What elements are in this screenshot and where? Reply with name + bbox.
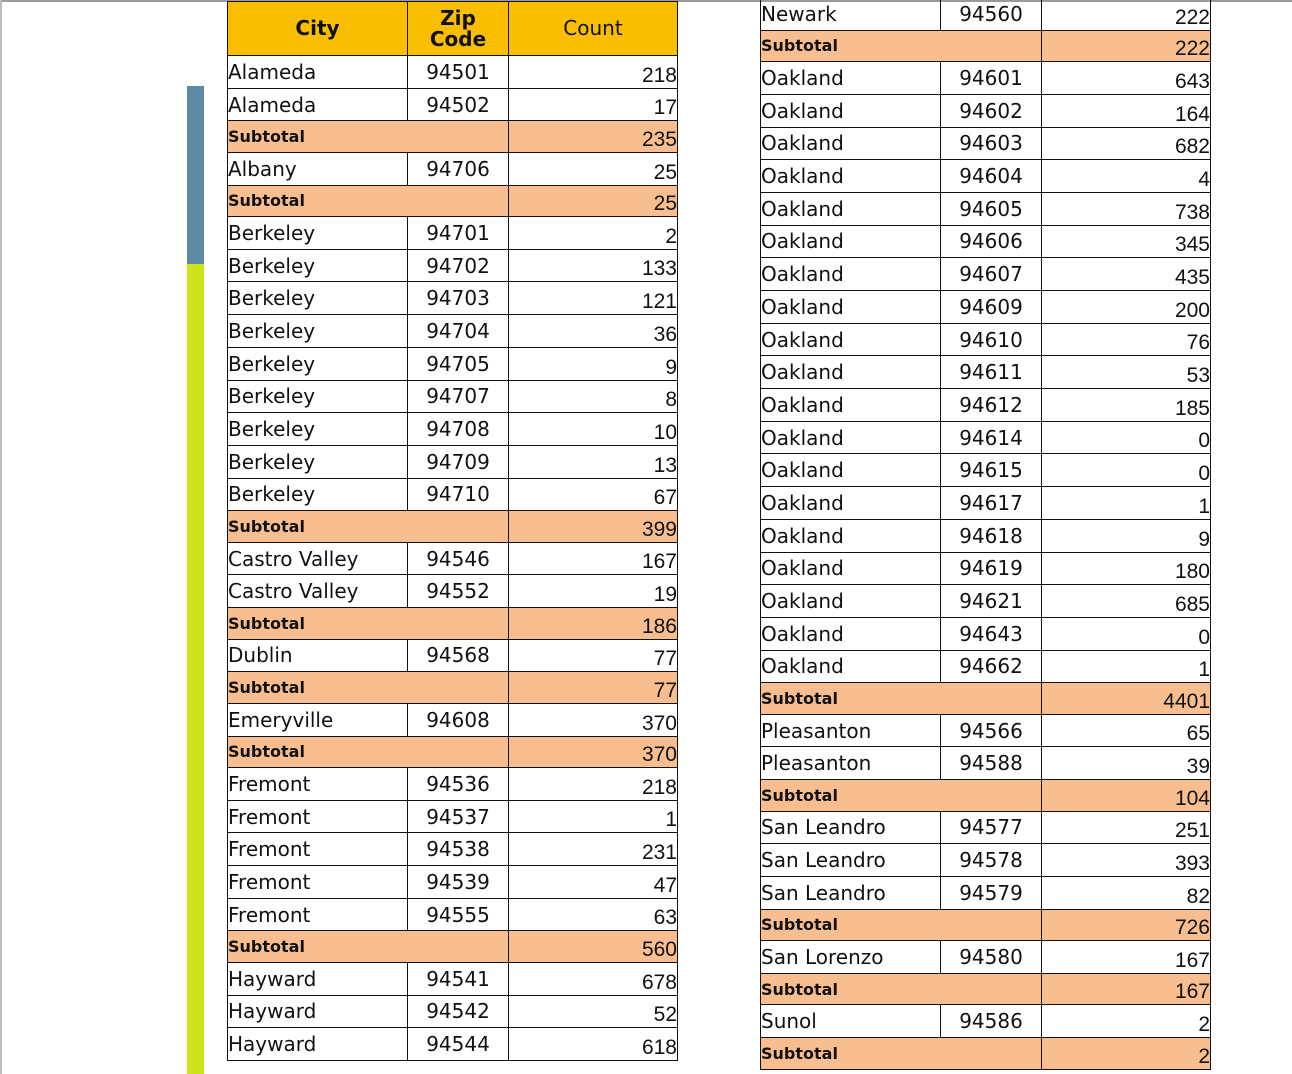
count-cell: 25 (509, 152, 678, 185)
zip-cell: 94707 (408, 380, 509, 413)
city-cell: Oakland (761, 552, 941, 585)
count-cell: 17 (509, 88, 678, 121)
table-row (761, 389, 1211, 422)
count-cell: 685 (1042, 585, 1211, 618)
count-cell: 52 (509, 995, 678, 1028)
count-cell: 643 (1042, 62, 1211, 95)
count-cell: 10 (509, 413, 678, 446)
zip-cell: 94618 (941, 519, 1042, 552)
table-row (761, 192, 1211, 225)
city-cell: Sunol (761, 1005, 941, 1038)
zip-cell: 94538 (408, 833, 509, 866)
city-cell: San Leandro (761, 811, 941, 844)
table-row (761, 0, 1211, 30)
city-cell: Berkeley (228, 315, 408, 348)
table-row (228, 703, 678, 736)
count-cell: 36 (509, 315, 678, 348)
zip-cell: 94578 (941, 844, 1042, 877)
zip-cell: 94705 (408, 347, 509, 380)
table-row (228, 575, 678, 608)
zip-cell: 94643 (941, 617, 1042, 650)
subtotal-row (761, 973, 1211, 1005)
zip-cell: 94560 (941, 0, 1042, 30)
city-cell: Oakland (761, 62, 941, 95)
header-zip-line1: Zip (440, 5, 476, 30)
zip-cell: 94703 (408, 282, 509, 315)
subtotal-row (228, 185, 678, 217)
count-cell: 222 (1042, 0, 1211, 30)
count-cell: 47 (509, 866, 678, 899)
count-cell: 678 (509, 962, 678, 995)
table-row (761, 585, 1211, 618)
subtotal-row (761, 780, 1211, 812)
header-count: Count (509, 2, 678, 56)
count-cell: 164 (1042, 94, 1211, 127)
table-row (228, 995, 678, 1028)
zip-cell: 94588 (941, 747, 1042, 780)
table-row (761, 714, 1211, 747)
zip-cell: 94607 (941, 258, 1042, 291)
city-cell: Oakland (761, 258, 941, 291)
subtotal-label: Subtotal (228, 185, 509, 217)
subtotal-label: Subtotal (228, 736, 509, 768)
count-cell: 0 (1042, 454, 1211, 487)
subtotal-label: Subtotal (761, 909, 1042, 941)
zip-cell: 94603 (941, 127, 1042, 160)
table-row (761, 421, 1211, 454)
city-cell: Berkeley (228, 249, 408, 282)
count-cell: 167 (509, 542, 678, 575)
city-cell: Berkeley (228, 282, 408, 315)
city-cell: Albany (228, 152, 408, 185)
count-cell: 682 (1042, 127, 1211, 160)
zip-cell: 94580 (941, 941, 1042, 974)
subtotal-count: 4401 (1042, 683, 1211, 715)
table-row (228, 413, 678, 446)
zip-cell: 94709 (408, 445, 509, 478)
subtotal-label: Subtotal (228, 608, 509, 640)
table-row (761, 487, 1211, 520)
table-row (228, 315, 678, 348)
table-row (761, 323, 1211, 356)
city-cell: Oakland (761, 650, 941, 683)
city-cell: Hayward (228, 995, 408, 1028)
city-cell: Oakland (761, 617, 941, 650)
table-row (228, 800, 678, 833)
zip-cell: 94612 (941, 389, 1042, 422)
count-cell: 231 (509, 833, 678, 866)
count-cell: 133 (509, 249, 678, 282)
count-cell: 13 (509, 445, 678, 478)
subtotal-row (761, 30, 1211, 62)
subtotal-row (228, 736, 678, 768)
count-cell: 251 (1042, 811, 1211, 844)
zip-cell: 94701 (408, 217, 509, 250)
table-row (761, 454, 1211, 487)
zip-cell: 94568 (408, 639, 509, 672)
city-cell: San Lorenzo (761, 941, 941, 974)
count-cell: 167 (1042, 941, 1211, 974)
subtotal-count: 167 (1042, 973, 1211, 1005)
count-cell: 67 (509, 478, 678, 511)
count-cell: 82 (1042, 877, 1211, 910)
table-row (761, 62, 1211, 95)
city-cell: Oakland (761, 127, 941, 160)
city-cell: Fremont (228, 768, 408, 801)
zip-cell: 94536 (408, 768, 509, 801)
city-cell: Berkeley (228, 445, 408, 478)
zip-cell: 94579 (941, 877, 1042, 910)
city-cell: Newark (761, 0, 941, 30)
zip-cell: 94608 (408, 703, 509, 736)
count-cell: 65 (1042, 714, 1211, 747)
table-row (228, 1028, 678, 1061)
city-cell: Oakland (761, 487, 941, 520)
zip-cell: 94501 (408, 56, 509, 89)
subtotal-count: 104 (1042, 780, 1211, 812)
count-cell: 2 (509, 217, 678, 250)
city-cell: Oakland (761, 192, 941, 225)
table-row (228, 962, 678, 995)
header-zip-line2: Code (429, 26, 487, 51)
city-cell: Berkeley (228, 380, 408, 413)
city-cell: Fremont (228, 866, 408, 899)
zip-cell: 94566 (941, 714, 1042, 747)
city-cell: Castro Valley (228, 575, 408, 608)
subtotal-label: Subtotal (228, 511, 509, 543)
table-row (228, 249, 678, 282)
city-cell: Berkeley (228, 347, 408, 380)
zip-cell: 94621 (941, 585, 1042, 618)
count-cell: 9 (1042, 519, 1211, 552)
count-cell: 121 (509, 282, 678, 315)
city-cell: Hayward (228, 1028, 408, 1061)
zip-cell: 94619 (941, 552, 1042, 585)
subtotal-count: 77 (509, 672, 678, 704)
subtotal-row (228, 121, 678, 153)
city-cell: Oakland (761, 160, 941, 193)
zip-cell: 94606 (941, 225, 1042, 258)
subtotal-label: Subtotal (761, 30, 1042, 62)
page-left-border (0, 0, 2, 1074)
table-row (228, 542, 678, 575)
subtotal-label: Subtotal (761, 683, 1042, 715)
zip-cell: 94602 (941, 94, 1042, 127)
zip-cell: 94601 (941, 62, 1042, 95)
city-cell: Oakland (761, 94, 941, 127)
subtotal-count: 235 (509, 121, 678, 153)
subtotal-count: 726 (1042, 909, 1211, 941)
table-row (228, 478, 678, 511)
count-cell: 370 (509, 703, 678, 736)
table-row (228, 152, 678, 185)
subtotal-row (761, 1038, 1211, 1070)
count-cell: 618 (509, 1028, 678, 1061)
table-header-row (228, 2, 678, 56)
table-row (761, 811, 1211, 844)
subtotal-count: 25 (509, 185, 678, 217)
table-row (761, 747, 1211, 780)
table-row (761, 127, 1211, 160)
count-cell: 1 (1042, 487, 1211, 520)
table-row (228, 445, 678, 478)
city-cell: Oakland (761, 519, 941, 552)
city-cell: Emeryville (228, 703, 408, 736)
city-cell: Pleasanton (761, 747, 941, 780)
city-cell: Berkeley (228, 478, 408, 511)
table-row (761, 877, 1211, 910)
city-cell: Pleasanton (761, 714, 941, 747)
city-cell: Oakland (761, 291, 941, 324)
zip-cell: 94611 (941, 356, 1042, 389)
subtotal-row (228, 608, 678, 640)
table-row (761, 552, 1211, 585)
count-cell: 393 (1042, 844, 1211, 877)
count-cell: 4 (1042, 160, 1211, 193)
zip-count-table-right (760, 0, 1211, 1070)
subtotal-label: Subtotal (228, 121, 509, 153)
table-row (761, 941, 1211, 974)
header-city: City (228, 2, 408, 56)
side-bar-lime (187, 264, 204, 1074)
city-cell: Dublin (228, 639, 408, 672)
table-row (761, 844, 1211, 877)
count-cell: 39 (1042, 747, 1211, 780)
table-row (761, 291, 1211, 324)
zip-cell: 94539 (408, 866, 509, 899)
count-cell: 1 (1042, 650, 1211, 683)
table-row (761, 650, 1211, 683)
count-cell: 77 (509, 639, 678, 672)
subtotal-label: Subtotal (761, 1038, 1042, 1070)
table-row (228, 88, 678, 121)
zip-cell: 94615 (941, 454, 1042, 487)
subtotal-label: Subtotal (761, 973, 1042, 1005)
zip-cell: 94617 (941, 487, 1042, 520)
zip-cell: 94704 (408, 315, 509, 348)
city-cell: Oakland (761, 356, 941, 389)
header-zip-code (408, 2, 509, 56)
table-row (761, 1005, 1211, 1038)
city-cell: San Leandro (761, 844, 941, 877)
city-cell: Fremont (228, 898, 408, 931)
subtotal-row (228, 931, 678, 963)
table-row (761, 519, 1211, 552)
zip-cell: 94586 (941, 1005, 1042, 1038)
count-cell: 8 (509, 380, 678, 413)
count-cell: 435 (1042, 258, 1211, 291)
zip-cell: 94706 (408, 152, 509, 185)
zip-cell: 94708 (408, 413, 509, 446)
city-cell: Berkeley (228, 413, 408, 446)
zip-cell: 94605 (941, 192, 1042, 225)
table-row (228, 833, 678, 866)
zip-cell: 94537 (408, 800, 509, 833)
subtotal-count: 186 (509, 608, 678, 640)
table-row (228, 866, 678, 899)
count-cell: 19 (509, 575, 678, 608)
table-row (761, 258, 1211, 291)
count-cell: 53 (1042, 356, 1211, 389)
count-cell: 180 (1042, 552, 1211, 585)
table-row (761, 225, 1211, 258)
subtotal-label: Subtotal (228, 672, 509, 704)
count-cell: 185 (1042, 389, 1211, 422)
count-cell: 1 (509, 800, 678, 833)
city-cell: Hayward (228, 962, 408, 995)
count-cell: 0 (1042, 617, 1211, 650)
city-cell: Alameda (228, 88, 408, 121)
zip-cell: 94702 (408, 249, 509, 282)
table-row (228, 282, 678, 315)
zip-cell: 94502 (408, 88, 509, 121)
table-row (761, 94, 1211, 127)
zip-cell: 94541 (408, 962, 509, 995)
table-body-left (228, 56, 678, 1061)
zip-cell: 94555 (408, 898, 509, 931)
zip-cell: 94542 (408, 995, 509, 1028)
zip-count-table-left (227, 1, 678, 1061)
subtotal-row (761, 909, 1211, 941)
table-row (228, 898, 678, 931)
count-cell: 738 (1042, 192, 1211, 225)
city-cell: Oakland (761, 421, 941, 454)
count-cell: 218 (509, 768, 678, 801)
zip-cell: 94546 (408, 542, 509, 575)
table-row (228, 217, 678, 250)
city-cell: San Leandro (761, 877, 941, 910)
count-cell: 2 (1042, 1005, 1211, 1038)
count-cell: 9 (509, 347, 678, 380)
subtotal-row (228, 511, 678, 543)
count-cell: 218 (509, 56, 678, 89)
city-cell: Berkeley (228, 217, 408, 250)
city-cell: Oakland (761, 389, 941, 422)
count-cell: 345 (1042, 225, 1211, 258)
table-row (761, 160, 1211, 193)
subtotal-label: Subtotal (228, 931, 509, 963)
city-cell: Oakland (761, 323, 941, 356)
subtotal-count: 2 (1042, 1038, 1211, 1070)
zip-cell: 94662 (941, 650, 1042, 683)
table-row (761, 617, 1211, 650)
city-cell: Oakland (761, 225, 941, 258)
city-cell: Castro Valley (228, 542, 408, 575)
table-row (228, 380, 678, 413)
zip-cell: 94610 (941, 323, 1042, 356)
subtotal-count: 370 (509, 736, 678, 768)
city-cell: Alameda (228, 56, 408, 89)
subtotal-row (228, 672, 678, 704)
count-cell: 0 (1042, 421, 1211, 454)
count-cell: 200 (1042, 291, 1211, 324)
zip-cell: 94577 (941, 811, 1042, 844)
city-cell: Oakland (761, 454, 941, 487)
zip-cell: 94544 (408, 1028, 509, 1061)
count-cell: 76 (1042, 323, 1211, 356)
zip-cell: 94614 (941, 421, 1042, 454)
zip-cell: 94552 (408, 575, 509, 608)
subtotal-count: 399 (509, 511, 678, 543)
table-body-right (761, 0, 1211, 1069)
city-cell: Fremont (228, 800, 408, 833)
count-cell: 63 (509, 898, 678, 931)
subtotal-label: Subtotal (761, 780, 1042, 812)
table-row (228, 56, 678, 89)
table-row (228, 768, 678, 801)
zip-cell: 94604 (941, 160, 1042, 193)
city-cell: Oakland (761, 585, 941, 618)
table-row (228, 639, 678, 672)
city-cell: Fremont (228, 833, 408, 866)
table-row (761, 356, 1211, 389)
subtotal-row (761, 683, 1211, 715)
zip-cell: 94710 (408, 478, 509, 511)
zip-cell: 94609 (941, 291, 1042, 324)
table-row (228, 347, 678, 380)
side-bar-blue (187, 86, 204, 264)
subtotal-count: 222 (1042, 30, 1211, 62)
subtotal-count: 560 (509, 931, 678, 963)
